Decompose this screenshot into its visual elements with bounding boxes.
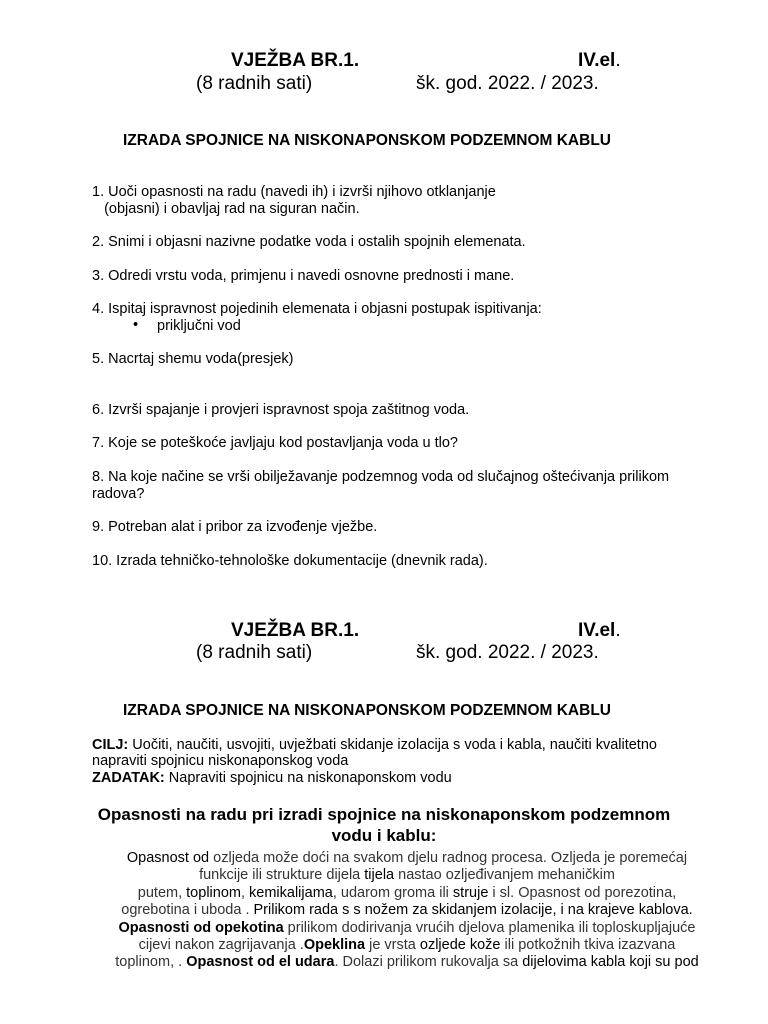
task-item: 10. Izrada tehničko-tehnološke dokumentacije (dnevnik rada). [92, 553, 488, 569]
task-item: (objasni) i obavljaj rad na siguran način. [92, 201, 360, 217]
task-item: 1. Uoči opasnosti na radu (navedi ih) i izvrši njihovo otklanjanje [92, 184, 496, 200]
school-year-label: šk. god. 2022. / 2023. [416, 73, 599, 94]
task-item: radova? [92, 486, 145, 502]
topic-heading: IZRADA SPOJNICE NA NISKONAPONSKOM PODZEMNOM KABLU [123, 702, 611, 719]
task-item: 9. Potreban alat i pribor za izvođenje vježbe. [92, 519, 378, 535]
hazards-paragraph: Opasnost od ozljeda može doći na svakom djelu radnog procesa. Ozljeda je poremećaj funkcije ili strukture dijela tijela nastao ozljeđivanjem mehaničkim putem, toplinom, kemikalijama, udarom groma ili struje i sl. Opasnost od porezotina, ogrebotina i uboda . Prilikom rada s s nožem za skidanjem izolacije, i na krajeve kablova. Opasnosti od opekotina prilikom dodirivanja vrućih djelova plamenika ili toploskupljajuće cijevi nakon zagrijavanja .Opeklina je vrsta ozljede kože ili potkožnih tkiva izazvana toplinom, . Opasnost od el udara. Dolazi prilikom rukovalja sa dijelovima kabla koji su pod [115, 850, 699, 971]
grade-label: IV.el. [578, 620, 621, 641]
bullet-icon: • [133, 317, 139, 333]
school-year-label: šk. god. 2022. / 2023. [416, 642, 599, 663]
task-item: 6. Izvrši spajanje i provjeri ispravnost spoja zaštitnog voda. [92, 402, 470, 418]
grade-label: IV.el. [578, 50, 621, 71]
task-item: 5. Nacrtaj shemu voda(presjek) [92, 351, 294, 367]
goal-line: CILJ: Uočiti, naučiti, usvojiti, uvježbati skidanje izolacija s voda i kabla, naučiti kvalitetno [92, 737, 657, 753]
exercise-title: VJEŽBA BR.1. [231, 620, 360, 641]
hours-label: (8 radnih sati) [196, 73, 313, 94]
task-item: 8. Na koje načine se vrši obilježavanje podzemnog voda od slučajnog oštećivanja prilikom [92, 469, 670, 485]
task-item: 7. Koje se poteškoće javljaju kod postavljanja voda u tlo? [92, 435, 458, 451]
task-item: 3. Odredi vrstu voda, primjenu i navedi osnovne prednosti i mane. [92, 268, 515, 284]
task-subitem: priključni vod [157, 318, 241, 334]
goal-line-2: napraviti spojnicu niskonaponskog voda [92, 753, 349, 769]
hours-label: (8 radnih sati) [196, 642, 313, 663]
section-title: Opasnosti na radu pri izradi spojnice na niskonaponskom podzemnom vodu i kablu: [97, 805, 671, 845]
task-line: ZADATAK: Napraviti spojnicu na niskonaponskom vodu [92, 770, 452, 786]
topic-heading: IZRADA SPOJNICE NA NISKONAPONSKOM PODZEMNOM KABLU [123, 132, 611, 149]
task-item: 2. Snimi i objasni nazivne podatke voda i ostalih spojnih elemenata. [92, 234, 526, 250]
exercise-title: VJEŽBA BR.1. [231, 50, 360, 71]
task-item: 4. Ispitaj ispravnost pojedinih elemenata i objasni postupak ispitivanja: [92, 301, 542, 317]
